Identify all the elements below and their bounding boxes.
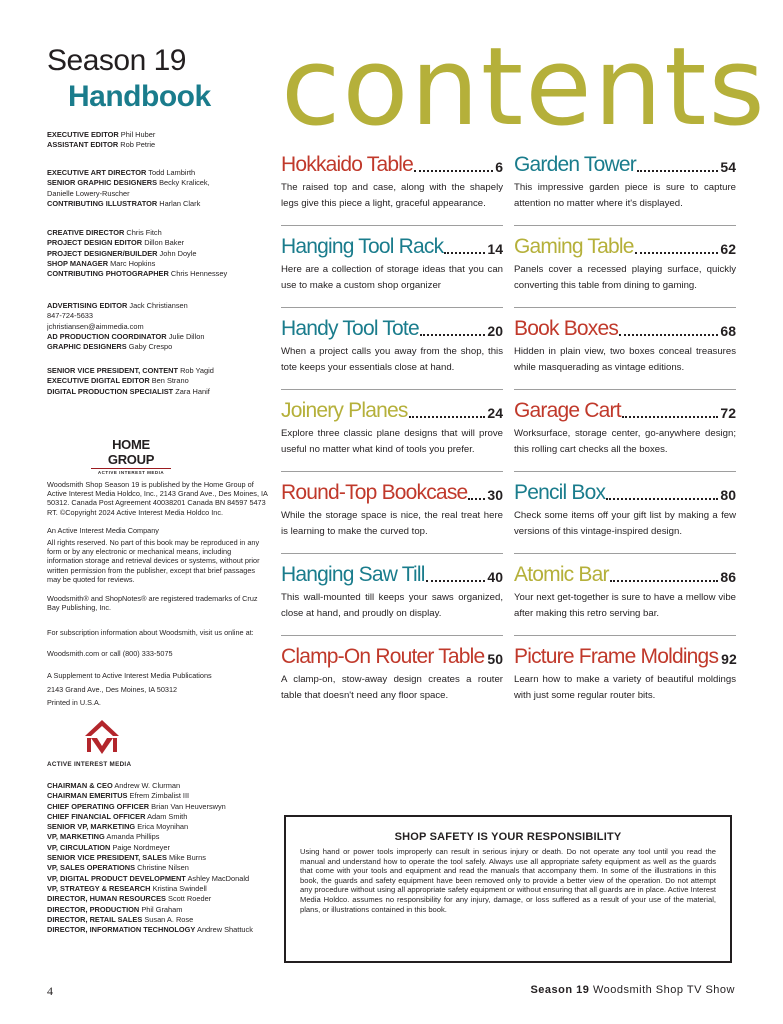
staff-role: PROJECT DESIGN EDITOR: [47, 238, 143, 248]
staff-role: ADVERTISING EDITOR: [47, 301, 128, 310]
toc-page-number: 54: [720, 159, 736, 175]
staff-row: [47, 178, 267, 188]
toc-entry: [281, 644, 503, 704]
toc-title: Handy Tool Tote: [281, 317, 419, 340]
toc-description: Learn how to make a variety of beautiful moldings with just some regular router bits.: [514, 674, 736, 701]
toc-leader-dots: [444, 251, 485, 254]
toc-entry: [281, 562, 503, 622]
toc-divider: [281, 635, 503, 636]
toc-description: This impressive garden piece is sure to capture attention no matter where it's displayed.: [514, 182, 736, 209]
staff-name: Chris Hennessey: [170, 269, 228, 279]
staff-role: DIRECTOR, INFORMATION TECHNOLOGY: [47, 925, 196, 935]
toc-title: Garage Cart: [514, 399, 621, 422]
staff-row: [47, 853, 267, 863]
staff-row: [47, 199, 267, 209]
toc-entry-head: [514, 562, 736, 588]
staff-name: Christine Nilsen: [137, 863, 189, 873]
staff-row: [47, 301, 267, 311]
staff-role: CHIEF OPERATING OFFICER: [47, 801, 150, 811]
toc-leader-dots: [622, 415, 719, 418]
staff-row: [47, 822, 267, 832]
staff-name: Marc Hopkins: [110, 258, 156, 268]
staff-name: Ben Strano: [151, 376, 189, 386]
aim-label: ACTIVE INTEREST MEDIA: [47, 761, 132, 768]
staff-role: ASSISTANT EDITOR: [47, 140, 119, 150]
toc-entry-head: [514, 398, 736, 424]
staff-group-advertising: [47, 301, 267, 352]
staff-role: SENIOR VICE PRESIDENT, CONTENT: [47, 366, 178, 375]
staff-row: [47, 269, 267, 279]
toc-entry-head: [281, 152, 503, 178]
toc-page-number: 80: [720, 487, 736, 503]
toc-page-number: 24: [487, 405, 503, 421]
toc-entry: [514, 234, 736, 294]
staff-name: Efrem Zimbalist III: [129, 791, 190, 801]
staff-role: CHIEF FINANCIAL OFFICER: [47, 811, 146, 821]
toc-divider: [514, 389, 736, 390]
staff-name: Andrew W. Clurman: [114, 781, 181, 790]
toc-title: Hokkaido Table: [281, 153, 414, 176]
toc-title: Picture Frame Moldings: [514, 645, 719, 668]
staff-row: [47, 238, 267, 248]
toc-leader-dots: [420, 333, 486, 336]
contents-heading: contents: [281, 25, 767, 150]
publisher-para-9: Printed in U.S.A.: [47, 698, 101, 707]
toc-title: Garden Tower: [514, 153, 636, 176]
toc-description: When a project calls you away from the shop, this tote keeps your essentials close at hand.: [281, 346, 503, 373]
staff-row: [47, 140, 267, 150]
toc-title: Clamp-On Router Table: [281, 645, 485, 668]
toc-leader-dots: [414, 169, 493, 172]
staff-row: [47, 130, 267, 140]
toc-divider: [514, 225, 736, 226]
staff-role: CREATIVE DIRECTOR: [47, 228, 125, 237]
toc-page-number: 50: [487, 651, 503, 667]
toc-leader-dots: [426, 579, 486, 582]
staff-row: [47, 791, 267, 801]
toc-description: Check some items off your gift list by making a few versions of this vintage-inspired design.: [514, 510, 736, 537]
staff-role: CONTRIBUTING ILLUSTRATOR: [47, 198, 158, 208]
toc-divider: [281, 471, 503, 472]
staff-row: [47, 915, 267, 925]
staff-name: jchristiansen@aimmedia.com: [47, 321, 144, 331]
toc-entry: [281, 480, 503, 540]
staff-role: DIRECTOR, RETAIL SALES: [47, 914, 143, 924]
staff-row: [47, 905, 267, 915]
toc-page-number: 14: [487, 241, 503, 257]
toc-description: Panels cover a recessed playing surface, quickly converting this table from dining to gaming.: [514, 264, 736, 291]
toc-page-number: 68: [720, 323, 736, 339]
staff-role: DIGITAL PRODUCTION SPECIALIST: [47, 386, 174, 396]
staff-name: Phil Huber: [120, 130, 156, 139]
staff-name: Chris Fitch: [126, 228, 162, 237]
publisher-para-1: Woodsmith Shop Season 19 is published by the Home Group of Active Interest Media Holdco, Inc., 2143 Grand Ave., Des Moines, IA 50312. Canada Post Agreement 40038201 Canada BN 84597 5473 RT. ©Copyright 2024 Active Interest Media Holdco Inc.: [47, 480, 268, 517]
staff-name: Jack Christiansen: [129, 301, 188, 310]
toc-entry: [514, 480, 736, 540]
toc-divider: [281, 225, 503, 226]
staff-role: DIRECTOR, HUMAN RESOURCES: [47, 894, 166, 904]
publisher-para-3: All rights reserved. No part of this book may be reproduced in any form or by any electronic or mechanical means, including information storage and retrieval devices or systems, without prior written permission from the publisher, except that brief passages may be quoted for reviews.: [47, 538, 260, 584]
staff-group-editors: [47, 130, 267, 151]
staff-row: [47, 863, 267, 873]
staff-role: CHAIRMAN & CEO: [47, 781, 113, 790]
toc-leader-dots: [468, 497, 485, 500]
toc-divider: [514, 471, 736, 472]
staff-name: Erica Moynihan: [137, 822, 189, 832]
handbook-title: Handbook: [68, 80, 211, 113]
staff-row: [47, 925, 267, 935]
toc-page-number: 40: [487, 569, 503, 585]
toc-description: While the storage space is nice, the real treat here is learning to make the curved top.: [281, 510, 503, 537]
publisher-para-6: Woodsmith.com or call (800) 333-5075: [47, 649, 173, 658]
toc-entry: [514, 644, 736, 704]
staff-name: Todd Lambirth: [148, 168, 196, 177]
staff-name: Becky Kralicek,: [159, 178, 210, 188]
staff-name: Susan A. Rose: [144, 914, 194, 924]
toc-description: Hidden in plain view, two boxes conceal treasures while masquerading as vintage editions.: [514, 346, 736, 373]
staff-role: VP, CIRCULATION: [47, 842, 111, 852]
toc-description: Explore three classic plane designs that will prove useful no matter what kind of tools you prefer.: [281, 428, 503, 455]
staff-name: Rob Yagid: [180, 366, 214, 375]
toc-entry: [514, 316, 736, 376]
staff-name: Phil Graham: [141, 904, 183, 914]
staff-role: CHAIRMAN EMERITUS: [47, 791, 128, 801]
toc-page-number: 92: [721, 651, 737, 667]
toc-title: Gaming Table: [514, 235, 634, 258]
toc-entry-head: [514, 644, 736, 670]
staff-name: John Doyle: [159, 248, 197, 258]
toc-description: Worksurface, storage center, go-anywhere design; this rolling cart checks all the boxes.: [514, 428, 736, 455]
toc-entry: [281, 152, 503, 212]
home-group-subtitle: ACTIVE INTEREST MEDIA: [91, 468, 171, 475]
staff-row: [47, 387, 267, 397]
staff-group-project: [47, 228, 267, 279]
staff-role: VP, DIGITAL PRODUCT DEVELOPMENT: [47, 873, 186, 883]
staff-row: [47, 322, 267, 332]
toc-entry: [514, 152, 736, 212]
toc-description: This wall-mounted till keeps your saws organized, close at hand, and proudly on display.: [281, 592, 503, 619]
publisher-para-8: 2143 Grand Ave., Des Moines, IA 50312: [47, 685, 178, 694]
toc-leader-dots: [606, 497, 718, 500]
toc-description: Your next get-together is sure to have a mellow vibe after making this retro serving bar.: [514, 592, 736, 619]
staff-name: Brian Van Heuverswyn: [151, 801, 226, 811]
staff-role: VP, STRATEGY & RESEARCH: [47, 883, 151, 893]
toc-title: Hanging Tool Rack: [281, 235, 444, 258]
toc-divider: [281, 307, 503, 308]
page-number: 4: [47, 984, 53, 998]
footer-season: Season 19: [530, 984, 590, 996]
toc-entry-head: [514, 234, 736, 260]
staff-name: Harlan Clark: [159, 198, 201, 208]
toc-entry-head: [514, 316, 736, 342]
toc-page-number: 72: [720, 405, 736, 421]
toc-page-number: 20: [487, 323, 503, 339]
staff-group-content: [47, 366, 267, 397]
staff-row: [47, 884, 267, 894]
staff-row: [47, 342, 267, 352]
staff-role: SENIOR GRAPHIC DESIGNERS: [47, 178, 158, 188]
staff-name: Paige Nordmeyer: [112, 842, 170, 852]
staff-name: Zara Hanif: [175, 386, 210, 396]
staff-name: Ashley MacDonald: [187, 873, 250, 883]
staff-role: EXECUTIVE EDITOR: [47, 130, 119, 139]
staff-role: GRAPHIC DESIGNERS: [47, 342, 127, 352]
staff-role: VP, SALES OPERATIONS: [47, 863, 136, 873]
staff-role: PROJECT DESIGNER/BUILDER: [47, 248, 158, 258]
staff-name: Adam Smith: [147, 811, 188, 821]
executive-list: [47, 781, 267, 935]
publisher-para-5: For subscription information about Woodsmith, visit us online at:: [47, 628, 254, 637]
toc-title: Atomic Bar: [514, 563, 609, 586]
safety-body: Using hand or power tools improperly can result in serious injury or death. Do not operate any tool until you read the manual and understand how to operate the tool safely. Always use all appropriate safety equipment as well as the guards that come with your tools and equipment and read the manuals that accompany them. In some of the illustrations in this book, the guards and safety equipment have been removed only to provide a better view of the operation. Do not attempt any procedure without using all appropriate safety equipment or without ensuring that all guards are in place. Active Interest Media Holdco. assumes no responsibility for any injury, damage, or loss suffered as a result of your use of the material, plans, or illustrations contained in this book.: [300, 847, 716, 914]
home-group-wordmark: HOME GROUP: [107, 437, 155, 467]
staff-row: [47, 376, 267, 386]
toc-entry-head: [281, 316, 503, 342]
staff-role: EXECUTIVE DIGITAL EDITOR: [47, 376, 150, 386]
toc-leader-dots: [409, 415, 486, 418]
toc-entry-head: [514, 152, 736, 178]
toc-title: Round-Top Bookcase: [281, 481, 468, 504]
staff-name: Rob Petrie: [120, 140, 156, 150]
staff-role: CONTRIBUTING PHOTOGRAPHER: [47, 269, 169, 279]
toc-leader-dots: [619, 333, 718, 336]
staff-name: Mike Burns: [168, 853, 206, 863]
staff-row: [47, 189, 267, 199]
toc-divider: [514, 635, 736, 636]
toc-leader-dots: [610, 579, 719, 582]
toc-entry: [281, 398, 503, 458]
footer-show: Woodsmith Shop TV Show: [592, 984, 735, 996]
staff-row: [47, 311, 267, 321]
toc-entry-head: [281, 562, 503, 588]
staff-row: [47, 832, 267, 842]
running-footer: [530, 984, 735, 996]
toc-entry: [281, 234, 503, 294]
toc-entry-head: [281, 234, 503, 260]
staff-row: [47, 259, 267, 269]
toc-page-number: 62: [720, 241, 736, 257]
staff-row: [47, 802, 267, 812]
toc-page-number: 30: [487, 487, 503, 503]
toc-title: Book Boxes: [514, 317, 619, 340]
staff-row: [47, 332, 267, 342]
toc-entry: [281, 316, 503, 376]
staff-row: [47, 874, 267, 884]
staff-name: 847-724-5633: [47, 311, 94, 321]
staff-name: Amanda Phillips: [106, 832, 160, 842]
toc-title: Hanging Saw Till: [281, 563, 425, 586]
staff-role: VP, MARKETING: [47, 832, 105, 842]
staff-role: SHOP MANAGER: [47, 258, 109, 268]
publisher-para-4: Woodsmith® and ShopNotes® are registered trademarks of Cruz Bay Publishing, Inc.: [47, 594, 258, 613]
toc-entry-head: [281, 480, 503, 506]
home-group-logo: [91, 437, 171, 475]
toc-description: A clamp-on, stow-away design creates a router table that doesn't need any floor space.: [281, 674, 503, 701]
staff-role: SENIOR VP, MARKETING: [47, 822, 136, 832]
staff-row: [47, 781, 267, 791]
safety-notice: [284, 815, 732, 963]
toc-title: Pencil Box: [514, 481, 606, 504]
toc-page-number: 6: [495, 159, 503, 175]
toc-description: Here are a collection of storage ideas that you can use to make a custom shop organizer: [281, 264, 503, 291]
staff-name: Andrew Shattuck: [197, 925, 253, 935]
staff-row: [47, 168, 267, 178]
toc-leader-dots: [635, 251, 719, 254]
toc-page-number: 86: [720, 569, 736, 585]
aim-logo: [47, 720, 157, 768]
toc-title: Joinery Planes: [281, 399, 408, 422]
aim-mark-icon: [47, 720, 157, 754]
toc-divider: [514, 307, 736, 308]
staff-row: [47, 812, 267, 822]
toc-divider: [281, 389, 503, 390]
staff-role: AD PRODUCTION COORDINATOR: [47, 331, 167, 341]
toc-entry-head: [514, 480, 736, 506]
staff-row: [47, 894, 267, 904]
staff-name: Dillon Baker: [144, 238, 185, 248]
staff-role: DIRECTOR, PRODUCTION: [47, 904, 140, 914]
staff-role: EXECUTIVE ART DIRECTOR: [47, 168, 147, 177]
staff-name: Julie Dillon: [168, 331, 205, 341]
staff-name: Danielle Lowery-Ruscher: [47, 188, 130, 198]
staff-row: [47, 366, 267, 376]
publisher-para-2: An Active Interest Media Company: [47, 526, 159, 535]
staff-row: [47, 249, 267, 259]
staff-group-art: [47, 168, 267, 209]
toc-entry-head: [281, 644, 503, 670]
safety-title: SHOP SAFETY IS YOUR RESPONSIBILITY: [394, 831, 622, 843]
publisher-para-7: A Supplement to Active Interest Media Publications: [47, 671, 212, 680]
toc-leader-dots: [637, 169, 719, 172]
toc-entry: [514, 562, 736, 622]
toc-divider: [514, 553, 736, 554]
toc-entry-head: [281, 398, 503, 424]
staff-name: Kristina Swindell: [152, 883, 207, 893]
toc-description: The raised top and case, along with the shapely legs give this piece a light, graceful appearance.: [281, 182, 503, 209]
season-title: Season 19: [47, 44, 186, 77]
staff-name: Gaby Crespo: [128, 342, 173, 352]
staff-name: Scott Roeder: [168, 894, 212, 904]
staff-role: SENIOR VICE PRESIDENT, SALES: [47, 853, 167, 863]
toc-entry: [514, 398, 736, 458]
staff-row: [47, 843, 267, 853]
staff-row: [47, 228, 267, 238]
toc-divider: [281, 553, 503, 554]
